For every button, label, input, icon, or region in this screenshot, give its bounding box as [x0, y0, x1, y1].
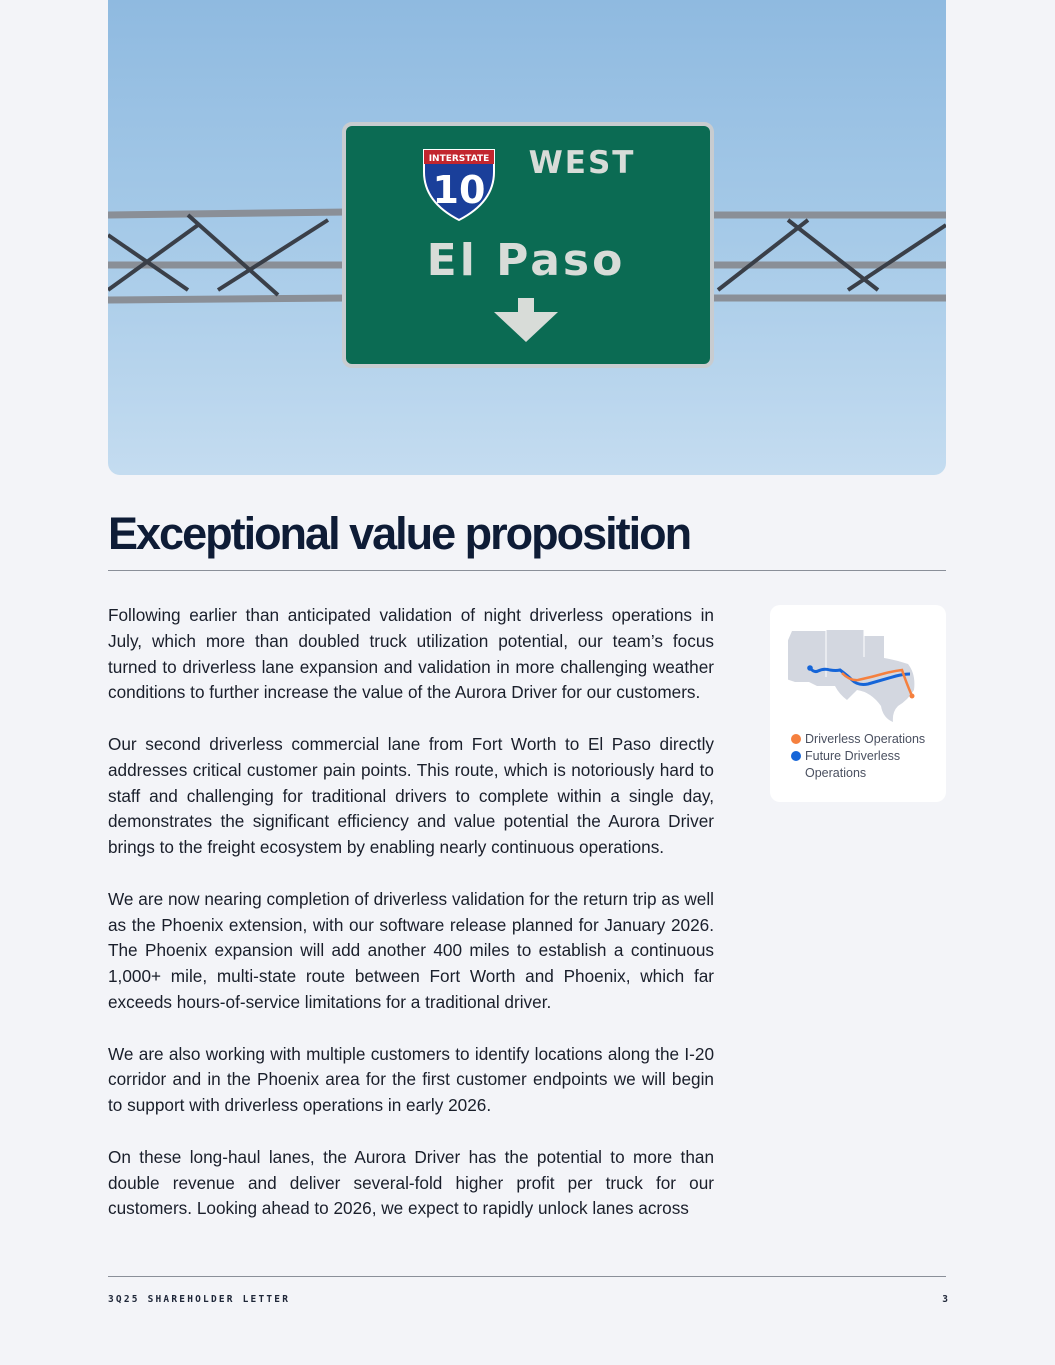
sign-destination: El Paso — [426, 235, 626, 286]
route-map-card — [770, 605, 946, 802]
body-text — [108, 603, 714, 1248]
map-legend — [791, 731, 925, 782]
highway-sign-illustration — [108, 0, 946, 475]
paragraph: On these long-haul lanes, the Aurora Driver has the potential to more than double revenue and deliver several-fold higher profit per truck for our customers. Looking ahead to 2026, we expect to rapidly unlock lanes across — [108, 1146, 714, 1219]
legend-label: Driverless Operations — [805, 732, 926, 746]
blue-dot-icon — [791, 751, 801, 761]
footer-title: 3Q25 SHAREHOLDER LETTER — [108, 1294, 291, 1305]
hero-photo-highway-sign — [108, 0, 946, 475]
legend-label: Future Driverless Operations — [805, 749, 901, 780]
paragraph: Following earlier than anticipated validation of night driverless operations in July, which more than doubled truck utilization potential, our team’s focus turned to driverless lane expansion and validation in more challenging weather conditions to further increase the value of the Aurora Driver for our customers. — [108, 605, 714, 703]
section-heading: Exceptional value proposition — [108, 508, 691, 559]
route-map — [788, 627, 928, 722]
legend-item-future-driverless — [791, 748, 925, 782]
paragraph: We are now nearing completion of driverless validation for the return trip as well as the Phoenix extension, with our software release planned for January 2026. The Phoenix expansion will add another 400 miles to establish a continuous 1,000+ mile, multi-state route between Fort Worth and Phoenix, which far exceeds hours-of-service limitations for a traditional driver. — [108, 888, 714, 1012]
paragraph: We are also working with multiple customers to identify locations along the I-20 corridor and in the Phoenix area for the first customer endpoints we will begin to support with driverless operations in early 2026. — [108, 1043, 714, 1116]
footer-divider — [108, 1276, 946, 1277]
sign-direction: WEST — [528, 145, 636, 181]
legend-item-driverless — [791, 731, 925, 748]
sign-route-number: 10 — [432, 168, 486, 212]
page-number: 3 — [942, 1294, 948, 1305]
orange-dot-icon — [791, 734, 801, 744]
paragraph: Our second driverless commercial lane from Fort Worth to El Paso directly addresses critical customer pain points. This route, which is notoriously hard to staff and challenging for traditional drivers to complete within a single day, demonstrates the significant efficiency and value potential the Aurora Driver brings to the freight ecosystem by enabling nearly continuous operations. — [108, 733, 714, 858]
heading-divider — [108, 570, 946, 571]
sign-shield-label: INTERSTATE — [428, 154, 490, 164]
